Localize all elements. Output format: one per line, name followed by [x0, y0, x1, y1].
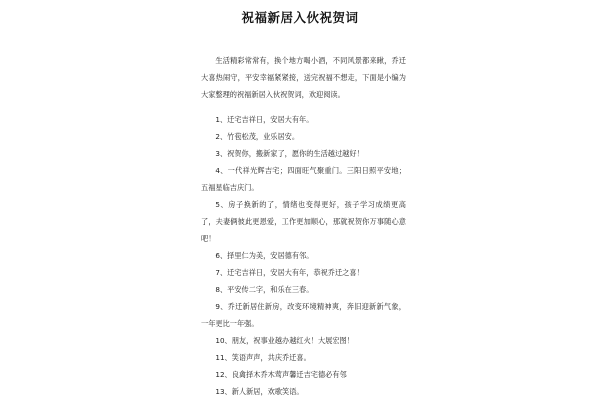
list-item: 5、房子换新的了，情绪也变得更好，孩子学习成绩更高了，夫妻俩彼此更恩爱，工作更加顺心，那就祝贺你万事随心意吧！	[201, 200, 406, 243]
list-item: 10、朋友，祝事业越办越红火！大展宏图！	[215, 336, 354, 345]
list-item: 7、迁宅吉祥日，安居大有年，恭祝乔迁之喜！	[215, 268, 364, 277]
intro-text: 生活精彩常常有，换个地方喝小酒，不同风景都来瞅，乔迁大喜热闹守，平安幸福紧紧接，送完祝福不想走，下面是小编为大家整理的祝福新居入伙祝贺词，欢迎阅读。	[201, 56, 406, 99]
list-item: 8、平安传二字，和乐在三春。	[215, 285, 314, 294]
list-item: 4、一代祥光辉吉宅；四面旺气聚重门。三阳日照平安地；五福星临吉庆门。	[201, 166, 406, 192]
list-item: 6、择里仁为美，安居德有邻。	[215, 251, 314, 260]
intro-paragraph	[201, 52, 406, 103]
list-item: 11、笑语声声，共庆乔迁喜。	[215, 353, 311, 362]
list-item: 2、竹苞松茂，业乐居安。	[215, 132, 300, 141]
list-item: 1、迁宅吉祥日，安居大有年。	[215, 115, 314, 124]
document-title: 祝福新居入伙祝贺词	[241, 10, 359, 25]
list-item: 9、乔迁新居住新房，改变环境精神爽，奔旧迎新新气象，一年更比一年强。	[201, 302, 406, 328]
list-item: 13、新人新居，欢歌笑语。	[215, 387, 304, 396]
list-item: 3、祝贺你，搬新家了，愿你的生活越过越好！	[215, 149, 364, 158]
list-item: 12、良禽择木乔木莺声馨迁吉宅德必有邻	[215, 370, 347, 379]
greeting-list	[201, 111, 406, 400]
